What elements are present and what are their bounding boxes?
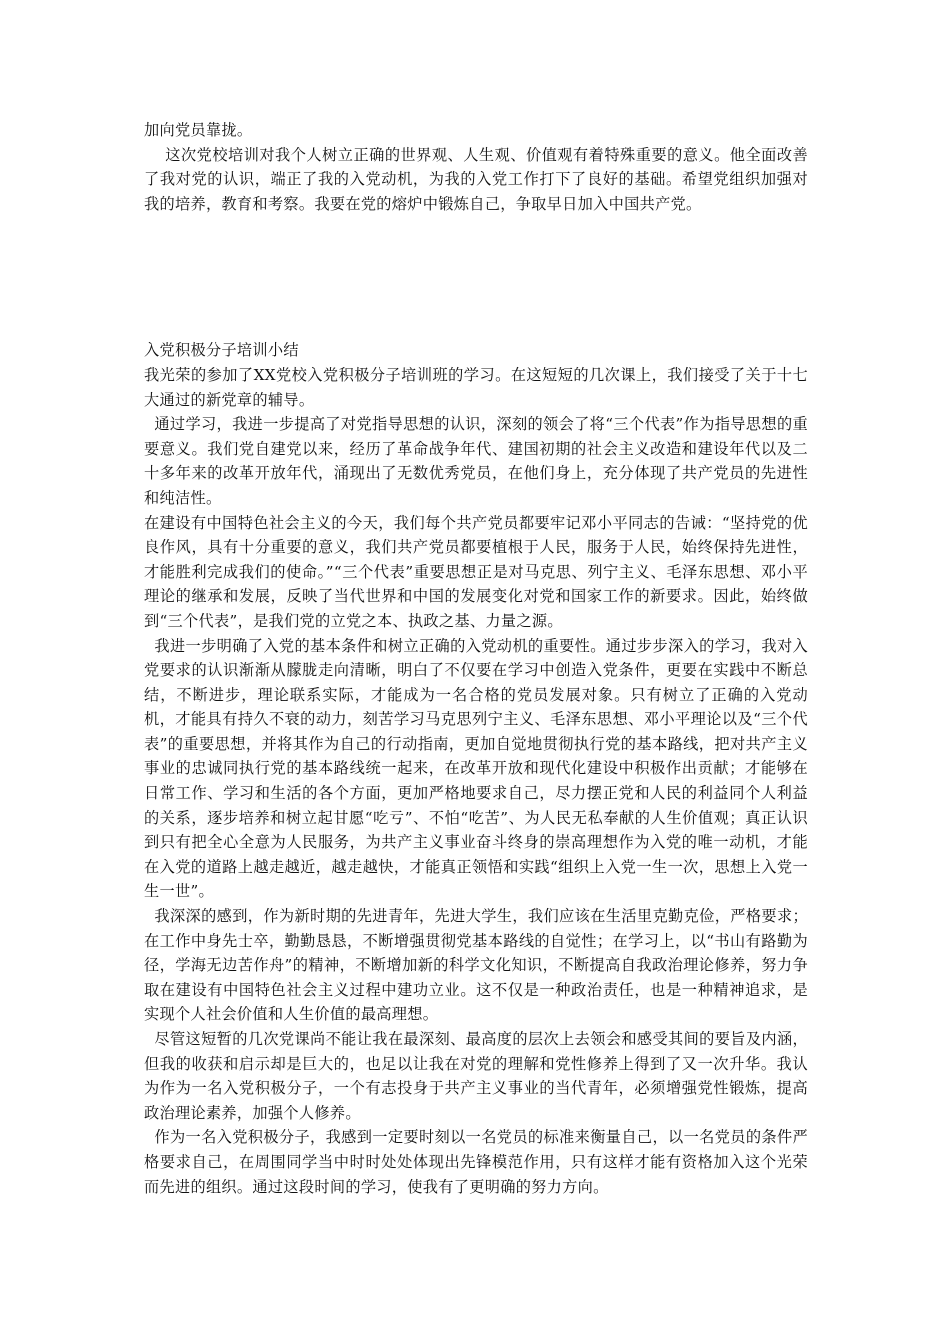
paragraph: 我进一步明确了入党的基本条件和树立正确的入党动机的重要性。通过步步深入的学习，我对入党要求的认识渐渐从朦胧走向清晰，明白了不仅要在学习中创造入党条件，更要在实践中不断总结，不断进步，理论联系实际，才能成为一名合格的党员发展对象。只有树立了正确的入党动机，才能具有持久不衰的动力，刻苦学习马克思列宁主义、毛泽东思想、邓小平理论以及“三个代表”的重要思想，并将其作为自己的行动指南，更加自觉地贯彻执行党的基本路线，把对共产主义事业的忠诚同执行党的基本路线统一起来，在改革开放和现代化建设中积极作出贡献；才能够在日常工作、学习和生活的各个方面，更加严格地要求自己，尽力摆正党和人民的利益同个人利益的关系，逐步培养和树立起甘愿“吃亏”、不怕“吃苦”、为人民无私奉献的人生价值观；真正认识到只有把全心全意为人民服务，为共产主义事业奋斗终身的崇高理想作为入党的唯一动机，才能在入党的道路上越走越近，越走越快，才能真正领悟和实践“组织上入党一生一次，思想上入党一生一世”。: [144, 636, 808, 901]
paragraph: 在建设有中国特色社会主义的今天，我们每个共产党员都要牢记邓小平同志的告诫：“坚持党的优良作风，具有十分重要的意义，我们共产党员都要植根于人民，服务于人民，始终保持先进性，才能胜利完成我们的使命。”“三个代表”重要思想正是对马克思、列宁主义、毛泽东思想、邓小平理论的继承和发展，反映了当代世界和中国的发展变化对党和国家工作的新要求。因此，始终做到“三个代表”，是我们党的立党之本、执政之基、力量之源。: [144, 513, 808, 630]
paragraph: 通过学习，我进一步提高了对党指导思想的认识，深刻的领会了将“三个代表”作为指导思想的重要意义。我们党自建党以来，经历了革命战争年代、建国初期的社会主义改造和建设年代以及二十多年来的改革开放年代，涌现出了无数优秀党员，在他们身上，充分体现了共产党员的先进性和纯洁性。: [144, 415, 808, 507]
blank-space: [144, 216, 808, 338]
paragraph: 这次党校培训对我个人树立正确的世界观、人生观、价值观有着特殊重要的意义。他全面改善了我对党的认识，端正了我的入党动机，为我的入党工作打下了良好的基础。希望党组织加强对我的培养，教育和考察。我要在党的熔炉中锻炼自己，争取早日加入中国共产党。: [144, 145, 808, 213]
document-page: [144, 118, 808, 1199]
section-title: 入党积极分子培训小结: [144, 341, 299, 360]
paragraph: 作为一名入党积极分子，我感到一定要时刻以一名党员的标准来衡量自己，以一名党员的条件严格要求自己，在周围同学当中时时处处体现出先锋模范作用，只有这样才能有资格加入这个光荣而先进的组织。通过这段时间的学习，使我有了更明确的努力方向。: [144, 1128, 808, 1196]
paragraph: 我深深的感到，作为新时期的先进青年，先进大学生，我们应该在生活里克勤克俭，严格要求；在工作中身先士卒，勤勤恳恳，不断增强贯彻党基本路线的自觉性；在学习上，以“书山有路勤为径，学海无边苦作舟”的精神，不断增加新的科学文化知识，不断提高自我政治理论修养，努力争取在建设有中国特色社会主义过程中建功立业。这不仅是一种政治责任，也是一种精神追求，是实现个人社会价值和人生价值的最高理想。: [144, 907, 808, 1024]
paragraph: 我光荣的参加了XX党校入党积极分子培训班的学习。在这短短的几次课上，我们接受了关于十七大通过的新党章的辅导。: [144, 365, 808, 409]
paragraph: 尽管这短暂的几次党课尚不能让我在最深刻、最高度的层次上去领会和感受其间的要旨及内涵，但我的收获和启示却是巨大的，也足以让我在对党的理解和党性修养上得到了又一次升华。我认为作为一名入党积极分子，一个有志投身于共产主义事业的当代青年，必须增强党性锻炼，提高政治理论素养，加强个人修养。: [144, 1030, 808, 1122]
paragraph: 加向党员靠拢。: [144, 121, 253, 139]
